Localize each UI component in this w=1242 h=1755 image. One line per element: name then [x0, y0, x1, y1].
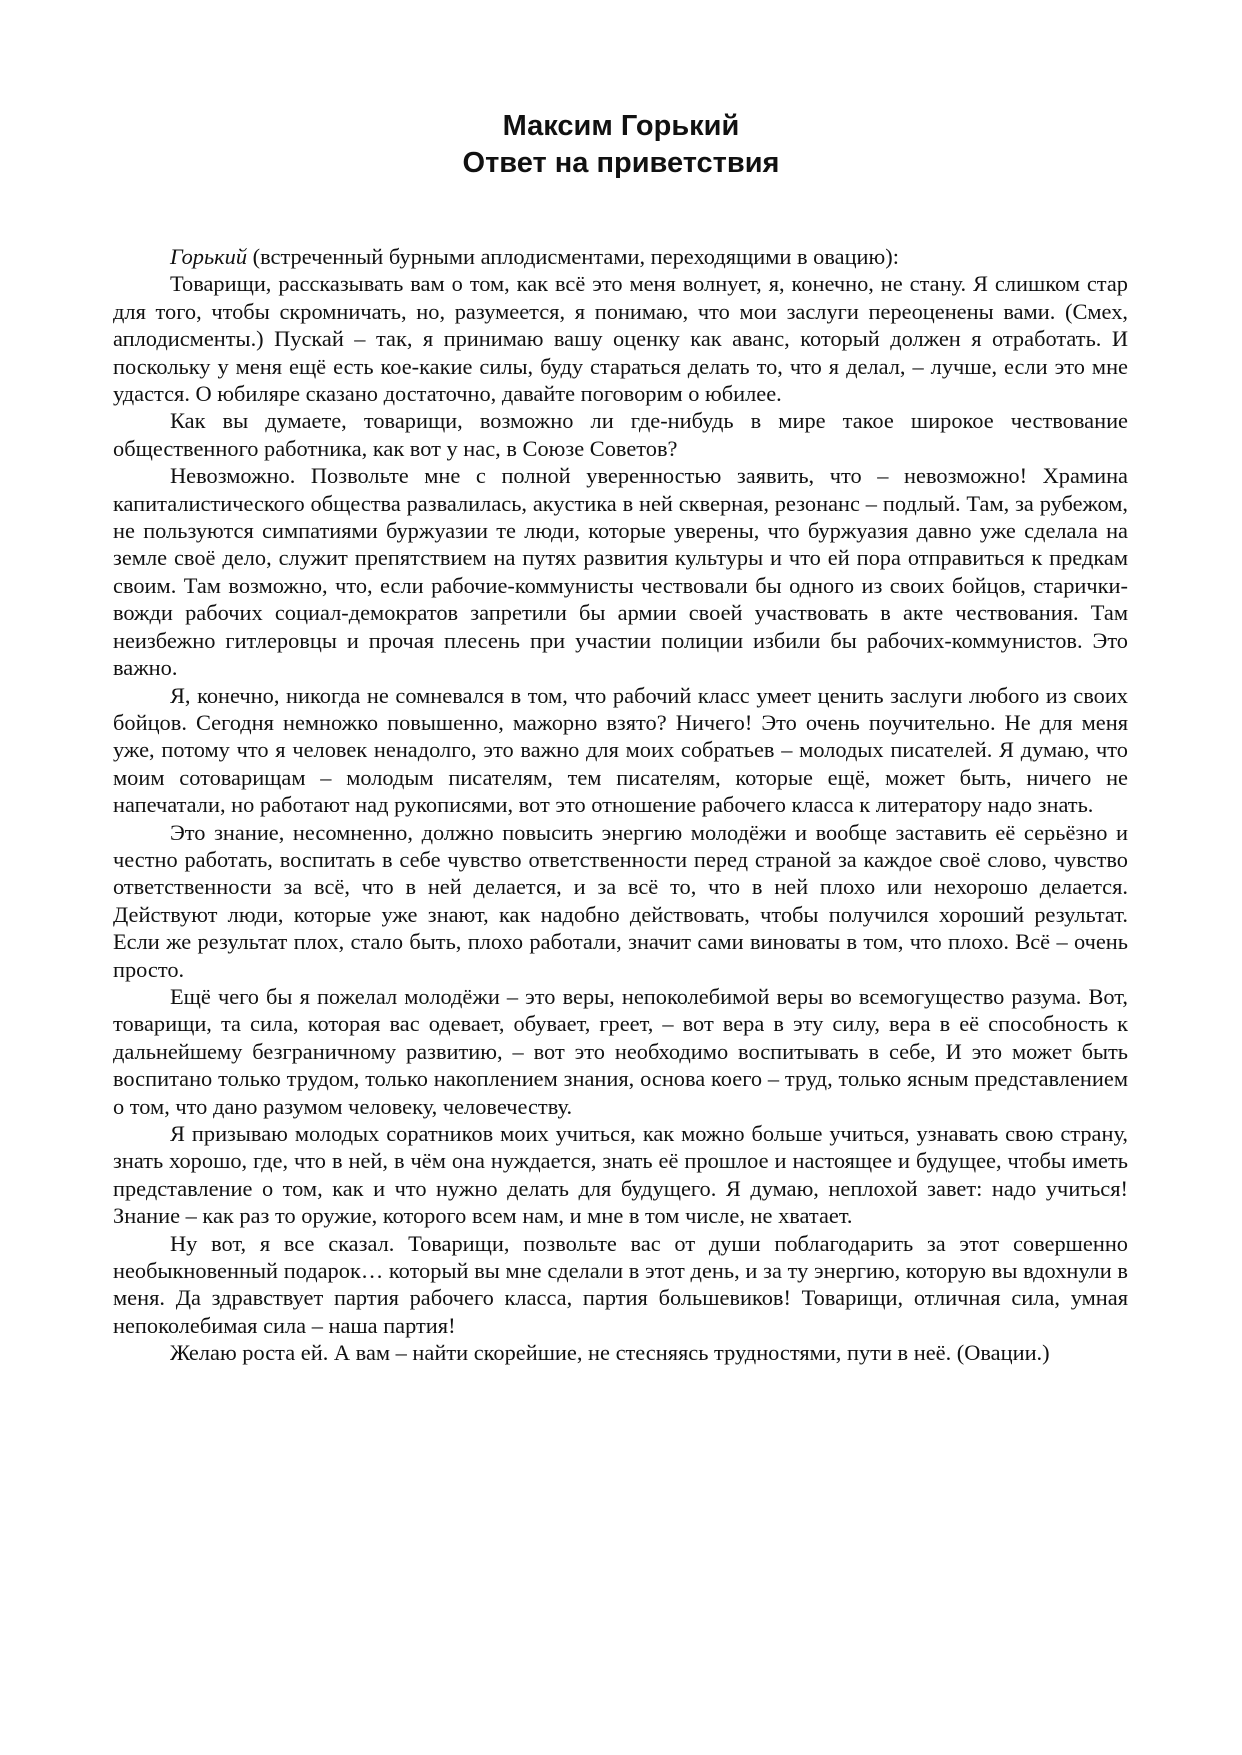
- paragraph-6: Ещё чего бы я пожелал молодёжи – это веры, непоколебимой веры во всемогущество разума. Вот, товарищи, та сила, которая вас одевает, обувает, греет, – вот вера в эту силу, вера в её способность к дальнейшему безграничному развитию, – вот это необходимо воспитывать в себе, И это может быть воспитано только трудом, только накоплением знания, основа коего – труд, только ясным представлением о том, что дано разумом человеку, человечеству.: [113, 983, 1128, 1119]
- document-body: [113, 243, 1128, 1367]
- paragraph-7: Я призываю молодых соратников моих учиться, как можно больше учиться, узнавать свою страну, знать хорошо, где, что в ней, в чём она нуждается, знать её прошлое и настоящее и будущее, чтобы иметь представление о том, как и что нужно делать для будущего. Я думаю, неплохой завет: надо учиться! Знание – как раз то оружие, которого всем нам, и мне в том числе, не хватает.: [113, 1121, 1128, 1229]
- paragraph-8: Ну вот, я все сказал. Товарищи, позвольте вас от души поблагодарить за этот совершенно необыкновенный подарок… который вы мне сделали в этот день, и за ту энергию, которую вы вдохнули в меня. Да здравствует партия рабочего класса, партия большевиков! Товарищи, отличная сила, умная непоколебимая сила – наша партия!: [113, 1230, 1128, 1338]
- author-name: Максим Горький: [502, 110, 740, 142]
- document-title: Ответ на приветствия: [462, 147, 780, 179]
- paragraph-3: Невозможно. Позвольте мне с полной уверенностью заявить, что – невозможно! Храмина капиталистического общества развалилась, акустика в ней скверная, резонанс – подлый. Там, за рубежом, не пользуются симпатиями буржуазии те люди, которые уверены, что буржуазия давно уже сделала на земле своё дело, служит препятствием на путях развития культуры и что ей пора отправиться к предкам своим. Там возможно, что, если рабочие-коммунисты чествовали бы одного из своих бойцов, старички-вожди рабочих социал-демократов запретили бы армии своей участвовать в акте чествования. Там неизбежно гитлеровцы и прочая плесень при участии полиции избили бы рабочих-коммунистов. Это важно.: [113, 463, 1128, 681]
- speaker-remark: (встреченный бурными аплодисментами, переходящими в овацию):: [247, 244, 899, 269]
- speaker-name: Горький: [170, 244, 248, 269]
- intro-paragraph: [113, 243, 1128, 270]
- paragraph-4: Я, конечно, никогда не сомневался в том, что рабочий класс умеет ценить заслуги любого из своих бойцов. Сегодня немножко повышенно, мажорно взято? Ничего! Это очень поучительно. Не для меня уже, потому что я человек ненадолго, это важно для моих собратьев – молодых писателей. Я думаю, что моим сотоварищам – молодым писателям, тем писателям, которые ещё, может быть, ничего не напечатали, но работают над рукописями, вот это отношение рабочего класса к литератору надо знать.: [113, 682, 1128, 818]
- paragraph-2: Как вы думаете, товарищи, возможно ли где-нибудь в мире такое широкое чествование общественного работника, как вот у нас, в Союзе Советов?: [113, 408, 1128, 461]
- paragraph-9: Желаю роста ей. А вам – найти скорейшие, не стесняясь трудностями, пути в неё. (Овации.): [170, 1340, 1050, 1366]
- document-heading: [0, 108, 1242, 182]
- paragraph-5: Это знание, несомненно, должно повысить энергию молодёжи и вообще заставить её серьёзно и честно работать, воспитать в себе чувство ответственности перед страной за каждое своё слово, чувство ответственности за всё, что в ней делается, и за всё то, что в ней плохо или нехорошо делается. Действуют люди, которые уже знают, как надобно действовать, чтобы получился хороший результат. Если же результат плох, стало быть, плохо работали, значит сами виноваты в том, что плохо. Всё – очень просто.: [113, 819, 1128, 982]
- paragraph-1: Товарищи, рассказывать вам о том, как всё это меня волнует, я, конечно, не стану. Я слишком стар для того, чтобы скромничать, но, разумеется, я понимаю, что мои заслуги переоценены вами. (Смех, аплодисменты.) Пускай – так, я принимаю вашу оценку как аванс, который должен я отработать. И поскольку у меня ещё есть кое-какие силы, буду стараться делать то, что я делал, – лучше, если это мне удастся. О юбиляре сказано достаточно, давайте поговорим о юбилее.: [113, 271, 1128, 407]
